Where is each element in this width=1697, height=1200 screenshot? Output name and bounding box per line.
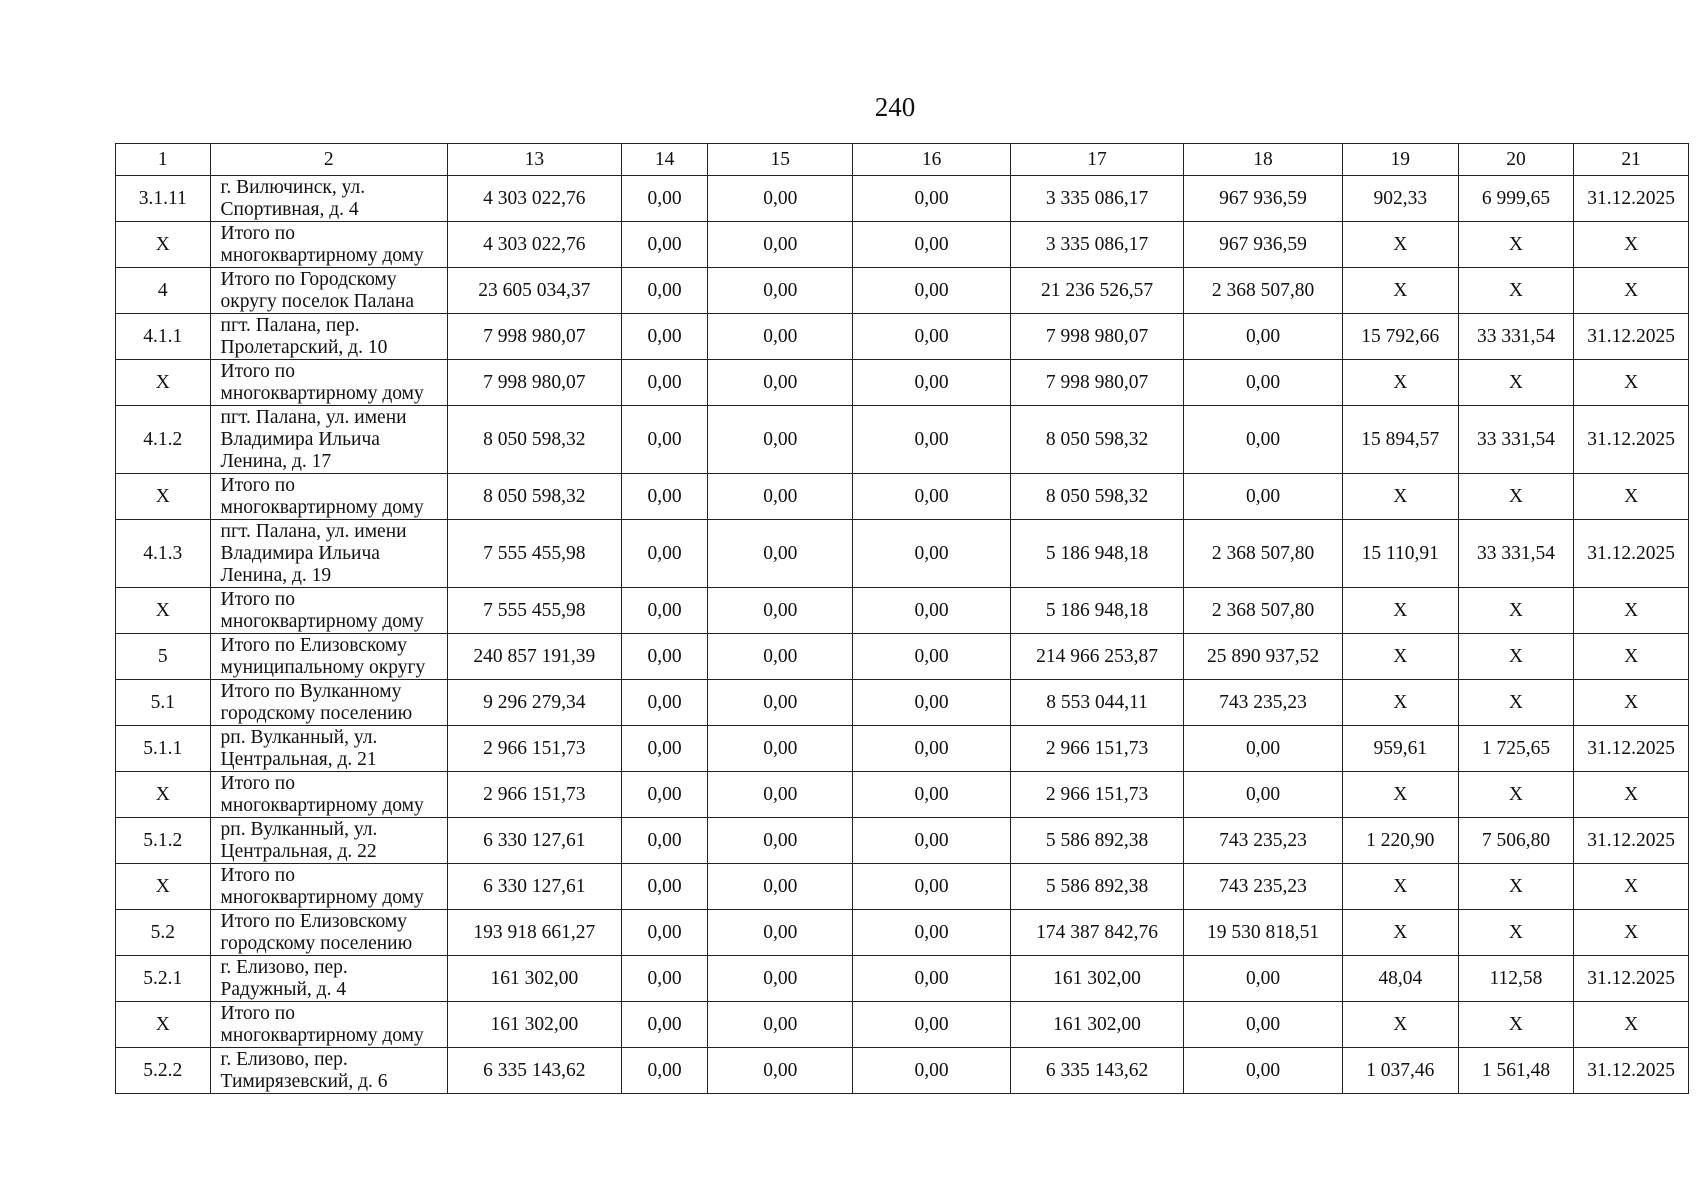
table-cell: 0,00 <box>853 634 1011 680</box>
table-cell: Х <box>1574 864 1689 910</box>
table-cell: 23 605 034,37 <box>447 268 621 314</box>
table-cell: 5 586 892,38 <box>1011 864 1184 910</box>
table-cell: 21 236 526,57 <box>1011 268 1184 314</box>
table-cell: 0,00 <box>853 176 1011 222</box>
table-cell: 31.12.2025 <box>1574 520 1689 588</box>
table-cell: 2 368 507,80 <box>1184 520 1343 588</box>
table-cell: 6 335 143,62 <box>447 1048 621 1094</box>
table-cell: 161 302,00 <box>1011 1002 1184 1048</box>
table-cell: 0,00 <box>853 680 1011 726</box>
address-cell: Итого по многоквартирному дому <box>210 772 447 818</box>
table-cell: Х <box>1458 772 1574 818</box>
table-cell: 4.1.1 <box>116 314 211 360</box>
table-cell: 0,00 <box>853 314 1011 360</box>
table-cell: 0,00 <box>853 474 1011 520</box>
table-cell: Х <box>116 1002 211 1048</box>
address-cell: Итого по многоквартирному дому <box>210 222 447 268</box>
table-cell: 0,00 <box>621 360 707 406</box>
table-cell: 2 966 151,73 <box>447 772 621 818</box>
table-row <box>116 772 1689 818</box>
table-cell: 0,00 <box>853 222 1011 268</box>
table-cell: 0,00 <box>853 268 1011 314</box>
table-row <box>116 268 1689 314</box>
table-cell: 0,00 <box>621 588 707 634</box>
table-cell: 15 894,57 <box>1342 406 1458 474</box>
table-cell: Х <box>116 588 211 634</box>
table-cell: Х <box>1342 474 1458 520</box>
table-cell: 0,00 <box>621 520 707 588</box>
table-cell: Х <box>1458 864 1574 910</box>
address-cell: Итого по многоквартирному дому <box>210 474 447 520</box>
table-cell: Х <box>1574 222 1689 268</box>
header-row <box>116 144 1689 176</box>
table-cell: 7 506,80 <box>1458 818 1574 864</box>
table-cell: 0,00 <box>1184 726 1343 772</box>
address-cell: пгт. Палана, ул. имени Владимира Ильича Ленина, д. 19 <box>210 520 447 588</box>
table-cell: 7 555 455,98 <box>447 588 621 634</box>
table-cell: Х <box>1342 680 1458 726</box>
table-cell: 0,00 <box>708 726 853 772</box>
table-cell: 0,00 <box>708 222 853 268</box>
table-cell: 0,00 <box>853 910 1011 956</box>
table-cell: Х <box>1342 910 1458 956</box>
table-cell: Х <box>1342 1002 1458 1048</box>
table-cell: 5 186 948,18 <box>1011 588 1184 634</box>
table-cell: 7 998 980,07 <box>447 360 621 406</box>
table-cell: 8 050 598,32 <box>1011 474 1184 520</box>
table-cell: 8 050 598,32 <box>447 474 621 520</box>
table-cell: 0,00 <box>621 268 707 314</box>
table-cell: 8 553 044,11 <box>1011 680 1184 726</box>
table-cell: 0,00 <box>1184 956 1343 1002</box>
table-row <box>116 634 1689 680</box>
table-cell: 240 857 191,39 <box>447 634 621 680</box>
column-header: 17 <box>1011 144 1184 176</box>
table-row <box>116 176 1689 222</box>
table-cell: 1 561,48 <box>1458 1048 1574 1094</box>
table-cell: Х <box>1342 360 1458 406</box>
table-cell: 0,00 <box>621 772 707 818</box>
table-cell: 3 335 086,17 <box>1011 176 1184 222</box>
table-cell: 15 110,91 <box>1342 520 1458 588</box>
address-cell: Итого по многоквартирному дому <box>210 588 447 634</box>
table-cell: 25 890 937,52 <box>1184 634 1343 680</box>
table-cell: 6 330 127,61 <box>447 818 621 864</box>
table-cell: 0,00 <box>621 474 707 520</box>
table-cell: 5 186 948,18 <box>1011 520 1184 588</box>
table-cell: 0,00 <box>621 314 707 360</box>
table-cell: Х <box>1458 222 1574 268</box>
table-cell: 0,00 <box>853 360 1011 406</box>
table-cell: 31.12.2025 <box>1574 1048 1689 1094</box>
table-cell: 0,00 <box>621 956 707 1002</box>
table-cell: 2 966 151,73 <box>1011 726 1184 772</box>
table-cell: Х <box>1458 360 1574 406</box>
table-cell: 8 050 598,32 <box>1011 406 1184 474</box>
table-cell: 31.12.2025 <box>1574 956 1689 1002</box>
table-cell: 9 296 279,34 <box>447 680 621 726</box>
table-row <box>116 818 1689 864</box>
table-cell: 0,00 <box>853 1002 1011 1048</box>
address-cell: Итого по многоквартирному дому <box>210 864 447 910</box>
table-cell: 0,00 <box>621 406 707 474</box>
table-row <box>116 520 1689 588</box>
table-cell: 0,00 <box>708 406 853 474</box>
table-cell: 15 792,66 <box>1342 314 1458 360</box>
table-cell: 0,00 <box>853 1048 1011 1094</box>
table-cell: 5.2.1 <box>116 956 211 1002</box>
table-cell: 0,00 <box>1184 1002 1343 1048</box>
table-cell: 3 335 086,17 <box>1011 222 1184 268</box>
table-cell: Х <box>116 864 211 910</box>
table-cell: Х <box>1574 1002 1689 1048</box>
table-cell: 4 <box>116 268 211 314</box>
table-cell: 0,00 <box>853 772 1011 818</box>
address-cell: Итого по Елизовскому городскому поселению <box>210 910 447 956</box>
table-cell: 1 037,46 <box>1342 1048 1458 1094</box>
table-cell: 0,00 <box>621 818 707 864</box>
table-cell: 161 302,00 <box>447 1002 621 1048</box>
table-cell: 161 302,00 <box>1011 956 1184 1002</box>
column-header: 20 <box>1458 144 1574 176</box>
table-cell: 7 998 980,07 <box>1011 314 1184 360</box>
column-header: 14 <box>621 144 707 176</box>
table-row <box>116 680 1689 726</box>
table-cell: Х <box>1458 634 1574 680</box>
table-cell: 4.1.2 <box>116 406 211 474</box>
data-table <box>115 143 1689 1094</box>
table-cell: 967 936,59 <box>1184 176 1343 222</box>
table-cell: 0,00 <box>1184 360 1343 406</box>
table-cell: 5 586 892,38 <box>1011 818 1184 864</box>
table-cell: 31.12.2025 <box>1574 176 1689 222</box>
table-cell: 0,00 <box>621 1048 707 1094</box>
table-cell: 0,00 <box>708 1048 853 1094</box>
table-cell: 33 331,54 <box>1458 520 1574 588</box>
address-cell: рп. Вулканный, ул. Центральная, д. 21 <box>210 726 447 772</box>
table-cell: 4 303 022,76 <box>447 176 621 222</box>
table-cell: 1 220,90 <box>1342 818 1458 864</box>
table-cell: 3.1.11 <box>116 176 211 222</box>
column-header: 19 <box>1342 144 1458 176</box>
table-cell: Х <box>116 222 211 268</box>
table-cell: 743 235,23 <box>1184 818 1343 864</box>
table-cell: Х <box>1574 588 1689 634</box>
table-cell: 0,00 <box>621 864 707 910</box>
table-cell: 0,00 <box>853 588 1011 634</box>
table-cell: 5.2 <box>116 910 211 956</box>
table-cell: Х <box>1458 268 1574 314</box>
table-cell: Х <box>1574 910 1689 956</box>
table-cell: 0,00 <box>621 634 707 680</box>
column-header: 21 <box>1574 144 1689 176</box>
address-cell: пгт. Палана, ул. имени Владимира Ильича Ленина, д. 17 <box>210 406 447 474</box>
table-cell: 161 302,00 <box>447 956 621 1002</box>
table-cell: 33 331,54 <box>1458 406 1574 474</box>
column-header: 13 <box>447 144 621 176</box>
table-cell: 743 235,23 <box>1184 680 1343 726</box>
table-cell: 0,00 <box>621 726 707 772</box>
table-cell: 19 530 818,51 <box>1184 910 1343 956</box>
table-cell: 902,33 <box>1342 176 1458 222</box>
table-cell: 4 303 022,76 <box>447 222 621 268</box>
table-cell: 1 725,65 <box>1458 726 1574 772</box>
table-cell: Х <box>1574 634 1689 680</box>
table-row <box>116 1048 1689 1094</box>
address-cell: Итого по Вулканному городскому поселению <box>210 680 447 726</box>
table-cell: 31.12.2025 <box>1574 406 1689 474</box>
address-cell: г. Вилючинск, ул. Спортивная, д. 4 <box>210 176 447 222</box>
table-cell: 743 235,23 <box>1184 864 1343 910</box>
column-header: 2 <box>210 144 447 176</box>
table-cell: Х <box>1342 588 1458 634</box>
column-header: 15 <box>708 144 853 176</box>
table-row <box>116 406 1689 474</box>
table-cell: 4.1.3 <box>116 520 211 588</box>
table-cell: 0,00 <box>1184 314 1343 360</box>
table-cell: Х <box>1458 1002 1574 1048</box>
table-row <box>116 726 1689 772</box>
table-cell: 967 936,59 <box>1184 222 1343 268</box>
table-cell: 0,00 <box>621 680 707 726</box>
table-row <box>116 864 1689 910</box>
table-cell: 7 998 980,07 <box>447 314 621 360</box>
table-cell: 0,00 <box>708 956 853 1002</box>
table-cell: 5.1.2 <box>116 818 211 864</box>
table-cell: 0,00 <box>1184 474 1343 520</box>
address-cell: Итого по Городскому округу поселок Палана <box>210 268 447 314</box>
table-cell: 2 966 151,73 <box>1011 772 1184 818</box>
table-cell: 31.12.2025 <box>1574 726 1689 772</box>
table-cell: 2 966 151,73 <box>447 726 621 772</box>
table-cell: 0,00 <box>621 1002 707 1048</box>
table-cell: 2 368 507,80 <box>1184 268 1343 314</box>
table-row <box>116 956 1689 1002</box>
table-cell: 0,00 <box>708 176 853 222</box>
table-cell: 33 331,54 <box>1458 314 1574 360</box>
table-cell: Х <box>1458 910 1574 956</box>
table-cell: 0,00 <box>708 360 853 406</box>
table-cell: 0,00 <box>853 956 1011 1002</box>
table-cell: 0,00 <box>708 268 853 314</box>
table-cell: Х <box>1458 474 1574 520</box>
table-cell: Х <box>1574 474 1689 520</box>
table-cell: 0,00 <box>621 910 707 956</box>
table-header <box>116 144 1689 176</box>
table-cell: 5.1 <box>116 680 211 726</box>
table-cell: 6 335 143,62 <box>1011 1048 1184 1094</box>
table-cell: Х <box>1458 680 1574 726</box>
table-cell: 0,00 <box>853 726 1011 772</box>
table-cell: 31.12.2025 <box>1574 818 1689 864</box>
table-cell: 6 330 127,61 <box>447 864 621 910</box>
table-cell: 0,00 <box>1184 1048 1343 1094</box>
table-cell: Х <box>1342 268 1458 314</box>
table-cell: 7 998 980,07 <box>1011 360 1184 406</box>
table-cell: 6 999,65 <box>1458 176 1574 222</box>
table-row <box>116 314 1689 360</box>
table-cell: Х <box>1574 680 1689 726</box>
address-cell: пгт. Палана, пер. Пролетарский, д. 10 <box>210 314 447 360</box>
table-cell: 8 050 598,32 <box>447 406 621 474</box>
table-cell: Х <box>116 474 211 520</box>
table-cell: 0,00 <box>708 680 853 726</box>
table-cell: 0,00 <box>708 588 853 634</box>
column-header: 18 <box>1184 144 1343 176</box>
table-cell: 5.2.2 <box>116 1048 211 1094</box>
table-cell: Х <box>116 360 211 406</box>
table-cell: 0,00 <box>621 222 707 268</box>
table-row <box>116 910 1689 956</box>
table-cell: 193 918 661,27 <box>447 910 621 956</box>
table-cell: 0,00 <box>1184 772 1343 818</box>
address-cell: г. Елизово, пер. Тимирязевский, д. 6 <box>210 1048 447 1094</box>
column-header: 16 <box>853 144 1011 176</box>
table-cell: 0,00 <box>708 910 853 956</box>
table-cell: 2 368 507,80 <box>1184 588 1343 634</box>
column-header: 1 <box>116 144 211 176</box>
address-cell: рп. Вулканный, ул. Центральная, д. 22 <box>210 818 447 864</box>
table-cell: Х <box>1342 222 1458 268</box>
table-row <box>116 360 1689 406</box>
table-cell: 31.12.2025 <box>1574 314 1689 360</box>
table-cell: 0,00 <box>853 406 1011 474</box>
table-cell: 0,00 <box>853 864 1011 910</box>
table-cell: 214 966 253,87 <box>1011 634 1184 680</box>
table-cell: 7 555 455,98 <box>447 520 621 588</box>
table-cell: 0,00 <box>708 314 853 360</box>
table-cell: 0,00 <box>708 520 853 588</box>
address-cell: Итого по многоквартирному дому <box>210 1002 447 1048</box>
table-cell: 174 387 842,76 <box>1011 910 1184 956</box>
address-cell: г. Елизово, пер. Радужный, д. 4 <box>210 956 447 1002</box>
table-row <box>116 222 1689 268</box>
table-cell: Х <box>1574 772 1689 818</box>
table-cell: 0,00 <box>708 818 853 864</box>
table-row <box>116 588 1689 634</box>
table-row <box>116 1002 1689 1048</box>
table-cell: 0,00 <box>708 474 853 520</box>
table-row <box>116 474 1689 520</box>
table-cell: Х <box>1574 268 1689 314</box>
table-cell: 0,00 <box>708 864 853 910</box>
table-cell: Х <box>1458 588 1574 634</box>
table-cell: 0,00 <box>621 176 707 222</box>
table-cell: 5 <box>116 634 211 680</box>
address-cell: Итого по многоквартирному дому <box>210 360 447 406</box>
table-cell: 0,00 <box>1184 406 1343 474</box>
table-cell: Х <box>116 772 211 818</box>
table-cell: 0,00 <box>708 772 853 818</box>
table-cell: 0,00 <box>853 520 1011 588</box>
table-cell: Х <box>1342 864 1458 910</box>
table-cell: Х <box>1574 360 1689 406</box>
table-cell: Х <box>1342 634 1458 680</box>
address-cell: Итого по Елизовскому муниципальному округу <box>210 634 447 680</box>
table-body <box>116 176 1689 1094</box>
table-cell: 0,00 <box>853 818 1011 864</box>
table-cell: 48,04 <box>1342 956 1458 1002</box>
table-cell: 0,00 <box>708 634 853 680</box>
page-number: 240 <box>874 92 916 122</box>
table-cell: 5.1.1 <box>116 726 211 772</box>
table-cell: 112,58 <box>1458 956 1574 1002</box>
table-cell: 959,61 <box>1342 726 1458 772</box>
table-cell: 0,00 <box>708 1002 853 1048</box>
table-cell: Х <box>1342 772 1458 818</box>
